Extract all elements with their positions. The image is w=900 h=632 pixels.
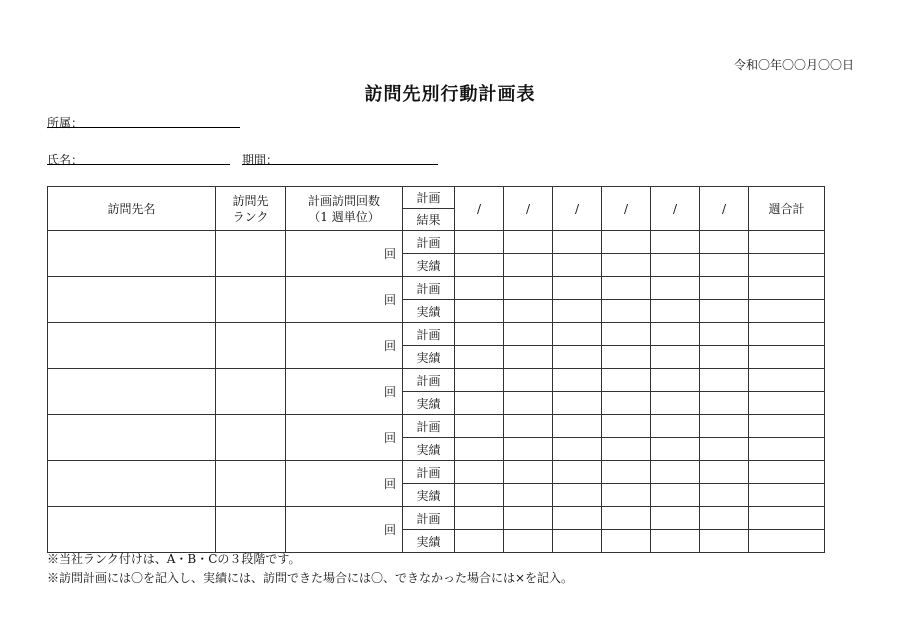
plan-day-cell[interactable] xyxy=(455,231,504,254)
header-rank-line1: 訪問先 xyxy=(232,193,269,208)
actual-day-cell[interactable] xyxy=(700,346,749,369)
actual-weekly-total-cell[interactable] xyxy=(749,530,825,553)
plan-day-cell[interactable] xyxy=(602,231,651,254)
plan-day-cell[interactable] xyxy=(504,323,553,346)
plan-day-cell[interactable] xyxy=(504,369,553,392)
plan-day-cell[interactable] xyxy=(455,277,504,300)
plan-day-cell[interactable] xyxy=(553,507,602,530)
rank-cell[interactable] xyxy=(216,369,286,415)
table-row xyxy=(48,461,825,484)
plan-day-cell[interactable] xyxy=(651,323,700,346)
rank-cell[interactable] xyxy=(216,231,286,277)
actual-label: 実績 xyxy=(403,300,455,323)
header-count-line2: （1 週単位） xyxy=(308,209,380,224)
plan-day-cell[interactable] xyxy=(602,277,651,300)
actual-day-cell[interactable] xyxy=(553,392,602,415)
visit-name-cell[interactable] xyxy=(48,507,216,553)
actual-label: 実績 xyxy=(403,484,455,507)
actual-day-cell[interactable] xyxy=(455,438,504,461)
visit-name-cell[interactable] xyxy=(48,277,216,323)
header-plan: 計画 xyxy=(403,187,455,209)
note-1: ※当社ランク付けは、A・B・Cの３段階です。 xyxy=(47,552,301,566)
actual-weekly-total-cell[interactable] xyxy=(749,254,825,277)
period-underline xyxy=(242,164,438,165)
planned-count-cell[interactable]: 回 xyxy=(286,415,403,461)
actual-day-cell[interactable] xyxy=(553,300,602,323)
period-label: 期間： xyxy=(242,153,279,167)
plan-label: 計画 xyxy=(403,277,455,300)
plan-day-cell[interactable] xyxy=(504,277,553,300)
rank-cell[interactable] xyxy=(216,415,286,461)
plan-day-cell[interactable] xyxy=(700,231,749,254)
plan-day-cell[interactable] xyxy=(553,369,602,392)
plan-day-cell[interactable] xyxy=(651,507,700,530)
affiliation-underline xyxy=(47,127,240,128)
actual-label: 実績 xyxy=(403,254,455,277)
actual-day-cell[interactable] xyxy=(504,300,553,323)
actual-label: 実績 xyxy=(403,392,455,415)
header-date-3[interactable]: / xyxy=(553,187,602,231)
plan-day-cell[interactable] xyxy=(455,415,504,438)
planned-count-cell[interactable]: 回 xyxy=(286,231,403,277)
actual-label: 実績 xyxy=(403,438,455,461)
actual-day-cell[interactable] xyxy=(700,438,749,461)
plan-label: 計画 xyxy=(403,461,455,484)
plan-weekly-total-cell[interactable] xyxy=(749,277,825,300)
plan-day-cell[interactable] xyxy=(700,277,749,300)
actual-day-cell[interactable] xyxy=(455,254,504,277)
plan-day-cell[interactable] xyxy=(602,415,651,438)
actual-label: 実績 xyxy=(403,346,455,369)
visit-name-cell[interactable] xyxy=(48,415,216,461)
header-date-5[interactable]: / xyxy=(651,187,700,231)
actual-weekly-total-cell[interactable] xyxy=(749,392,825,415)
planned-count-cell[interactable]: 回 xyxy=(286,369,403,415)
actual-day-cell[interactable] xyxy=(602,254,651,277)
actual-day-cell[interactable] xyxy=(504,392,553,415)
table-row xyxy=(48,507,825,530)
document-title: 訪問先別行動計画表 xyxy=(364,84,536,105)
visit-name-cell[interactable] xyxy=(48,323,216,369)
plan-weekly-total-cell[interactable] xyxy=(749,369,825,392)
plan-day-cell[interactable] xyxy=(504,415,553,438)
actual-day-cell[interactable] xyxy=(553,484,602,507)
actual-day-cell[interactable] xyxy=(455,346,504,369)
actual-weekly-total-cell[interactable] xyxy=(749,484,825,507)
name-field[interactable] xyxy=(47,151,83,168)
period-field[interactable] xyxy=(242,151,278,168)
actual-day-cell[interactable] xyxy=(651,346,700,369)
plan-day-cell[interactable] xyxy=(504,461,553,484)
plan-label: 計画 xyxy=(403,231,455,254)
actual-day-cell[interactable] xyxy=(602,438,651,461)
plan-day-cell[interactable] xyxy=(651,415,700,438)
actual-weekly-total-cell[interactable] xyxy=(749,300,825,323)
actual-day-cell[interactable] xyxy=(553,346,602,369)
actual-weekly-total-cell[interactable] xyxy=(749,438,825,461)
plan-weekly-total-cell[interactable] xyxy=(749,323,825,346)
actual-day-cell[interactable] xyxy=(602,530,651,553)
actual-day-cell[interactable] xyxy=(602,484,651,507)
header-result: 結果 xyxy=(403,209,455,231)
actual-day-cell[interactable] xyxy=(602,346,651,369)
plan-day-cell[interactable] xyxy=(455,461,504,484)
plan-day-cell[interactable] xyxy=(651,369,700,392)
plan-day-cell[interactable] xyxy=(553,231,602,254)
plan-day-cell[interactable] xyxy=(602,369,651,392)
plan-day-cell[interactable] xyxy=(504,231,553,254)
actual-day-cell[interactable] xyxy=(700,300,749,323)
note-2: ※訪問計画には〇を記入し、実績には、訪問できた場合には〇、できなかった場合には×を記入。 xyxy=(47,571,574,585)
notes xyxy=(47,550,573,588)
planned-count-cell[interactable]: 回 xyxy=(286,507,403,553)
plan-weekly-total-cell[interactable] xyxy=(749,415,825,438)
actual-day-cell[interactable] xyxy=(651,530,700,553)
plan-day-cell[interactable] xyxy=(700,369,749,392)
actual-day-cell[interactable] xyxy=(504,346,553,369)
actual-day-cell[interactable] xyxy=(651,392,700,415)
actual-label: 実績 xyxy=(403,530,455,553)
header-rank-line2: ランク xyxy=(232,209,269,224)
plan-day-cell[interactable] xyxy=(700,415,749,438)
plan-label: 計画 xyxy=(403,415,455,438)
rank-cell[interactable] xyxy=(216,507,286,553)
plan-day-cell[interactable] xyxy=(504,507,553,530)
plan-day-cell[interactable] xyxy=(700,323,749,346)
plan-label: 計画 xyxy=(403,507,455,530)
plan-day-cell[interactable] xyxy=(651,231,700,254)
plan-day-cell[interactable] xyxy=(553,323,602,346)
header-date-4[interactable]: / xyxy=(602,187,651,231)
actual-day-cell[interactable] xyxy=(455,392,504,415)
affiliation-label: 所属： xyxy=(47,116,84,130)
actual-day-cell[interactable] xyxy=(602,392,651,415)
visit-name-cell[interactable] xyxy=(48,369,216,415)
document-date: 令和〇年〇〇月〇〇日 xyxy=(733,58,854,72)
actual-day-cell[interactable] xyxy=(700,484,749,507)
actual-day-cell[interactable] xyxy=(651,438,700,461)
rank-cell[interactable] xyxy=(216,277,286,323)
plan-label: 計画 xyxy=(403,369,455,392)
actual-day-cell[interactable] xyxy=(504,484,553,507)
actual-day-cell[interactable] xyxy=(455,300,504,323)
header-date-1[interactable]: / xyxy=(455,187,504,231)
header-date-2[interactable]: / xyxy=(504,187,553,231)
rank-cell[interactable] xyxy=(216,323,286,369)
plan-day-cell[interactable] xyxy=(602,461,651,484)
header-visit-name: 訪問先名 xyxy=(48,187,216,231)
table-row xyxy=(48,369,825,392)
rank-cell[interactable] xyxy=(216,461,286,507)
actual-day-cell[interactable] xyxy=(504,254,553,277)
actual-day-cell[interactable] xyxy=(455,484,504,507)
actual-day-cell[interactable] xyxy=(553,438,602,461)
actual-day-cell[interactable] xyxy=(602,300,651,323)
table-row xyxy=(48,277,825,300)
plan-day-cell[interactable] xyxy=(602,323,651,346)
name-underline xyxy=(47,164,230,165)
table-row xyxy=(48,231,825,254)
actual-day-cell[interactable] xyxy=(651,254,700,277)
planned-count-cell[interactable]: 回 xyxy=(286,277,403,323)
table-row xyxy=(48,415,825,438)
planned-count-cell[interactable]: 回 xyxy=(286,323,403,369)
visit-name-cell[interactable] xyxy=(48,231,216,277)
plan-day-cell[interactable] xyxy=(700,507,749,530)
actual-day-cell[interactable] xyxy=(651,300,700,323)
planned-count-cell[interactable]: 回 xyxy=(286,461,403,507)
header-planned-count xyxy=(286,187,403,231)
actual-day-cell[interactable] xyxy=(651,484,700,507)
visit-plan-table xyxy=(47,186,825,553)
plan-day-cell[interactable] xyxy=(700,461,749,484)
actual-day-cell[interactable] xyxy=(553,254,602,277)
actual-day-cell[interactable] xyxy=(700,530,749,553)
plan-day-cell[interactable] xyxy=(553,415,602,438)
actual-day-cell[interactable] xyxy=(504,438,553,461)
table-row xyxy=(48,323,825,346)
plan-day-cell[interactable] xyxy=(553,277,602,300)
actual-day-cell[interactable] xyxy=(700,392,749,415)
name-label: 氏名： xyxy=(47,153,84,167)
plan-day-cell[interactable] xyxy=(602,507,651,530)
plan-label: 計画 xyxy=(403,323,455,346)
header-rank xyxy=(216,187,286,231)
actual-weekly-total-cell[interactable] xyxy=(749,346,825,369)
plan-weekly-total-cell[interactable] xyxy=(749,461,825,484)
plan-day-cell[interactable] xyxy=(651,277,700,300)
affiliation-field[interactable] xyxy=(47,114,83,131)
plan-day-cell[interactable] xyxy=(651,461,700,484)
visit-name-cell[interactable] xyxy=(48,461,216,507)
plan-day-cell[interactable] xyxy=(455,369,504,392)
plan-weekly-total-cell[interactable] xyxy=(749,507,825,530)
plan-day-cell[interactable] xyxy=(455,323,504,346)
header-date-6[interactable]: / xyxy=(700,187,749,231)
plan-weekly-total-cell[interactable] xyxy=(749,231,825,254)
header-count-line1: 計画訪問回数 xyxy=(307,193,380,208)
header-weekly-total: 週合計 xyxy=(749,187,825,231)
plan-day-cell[interactable] xyxy=(553,461,602,484)
plan-day-cell[interactable] xyxy=(455,507,504,530)
actual-day-cell[interactable] xyxy=(700,254,749,277)
